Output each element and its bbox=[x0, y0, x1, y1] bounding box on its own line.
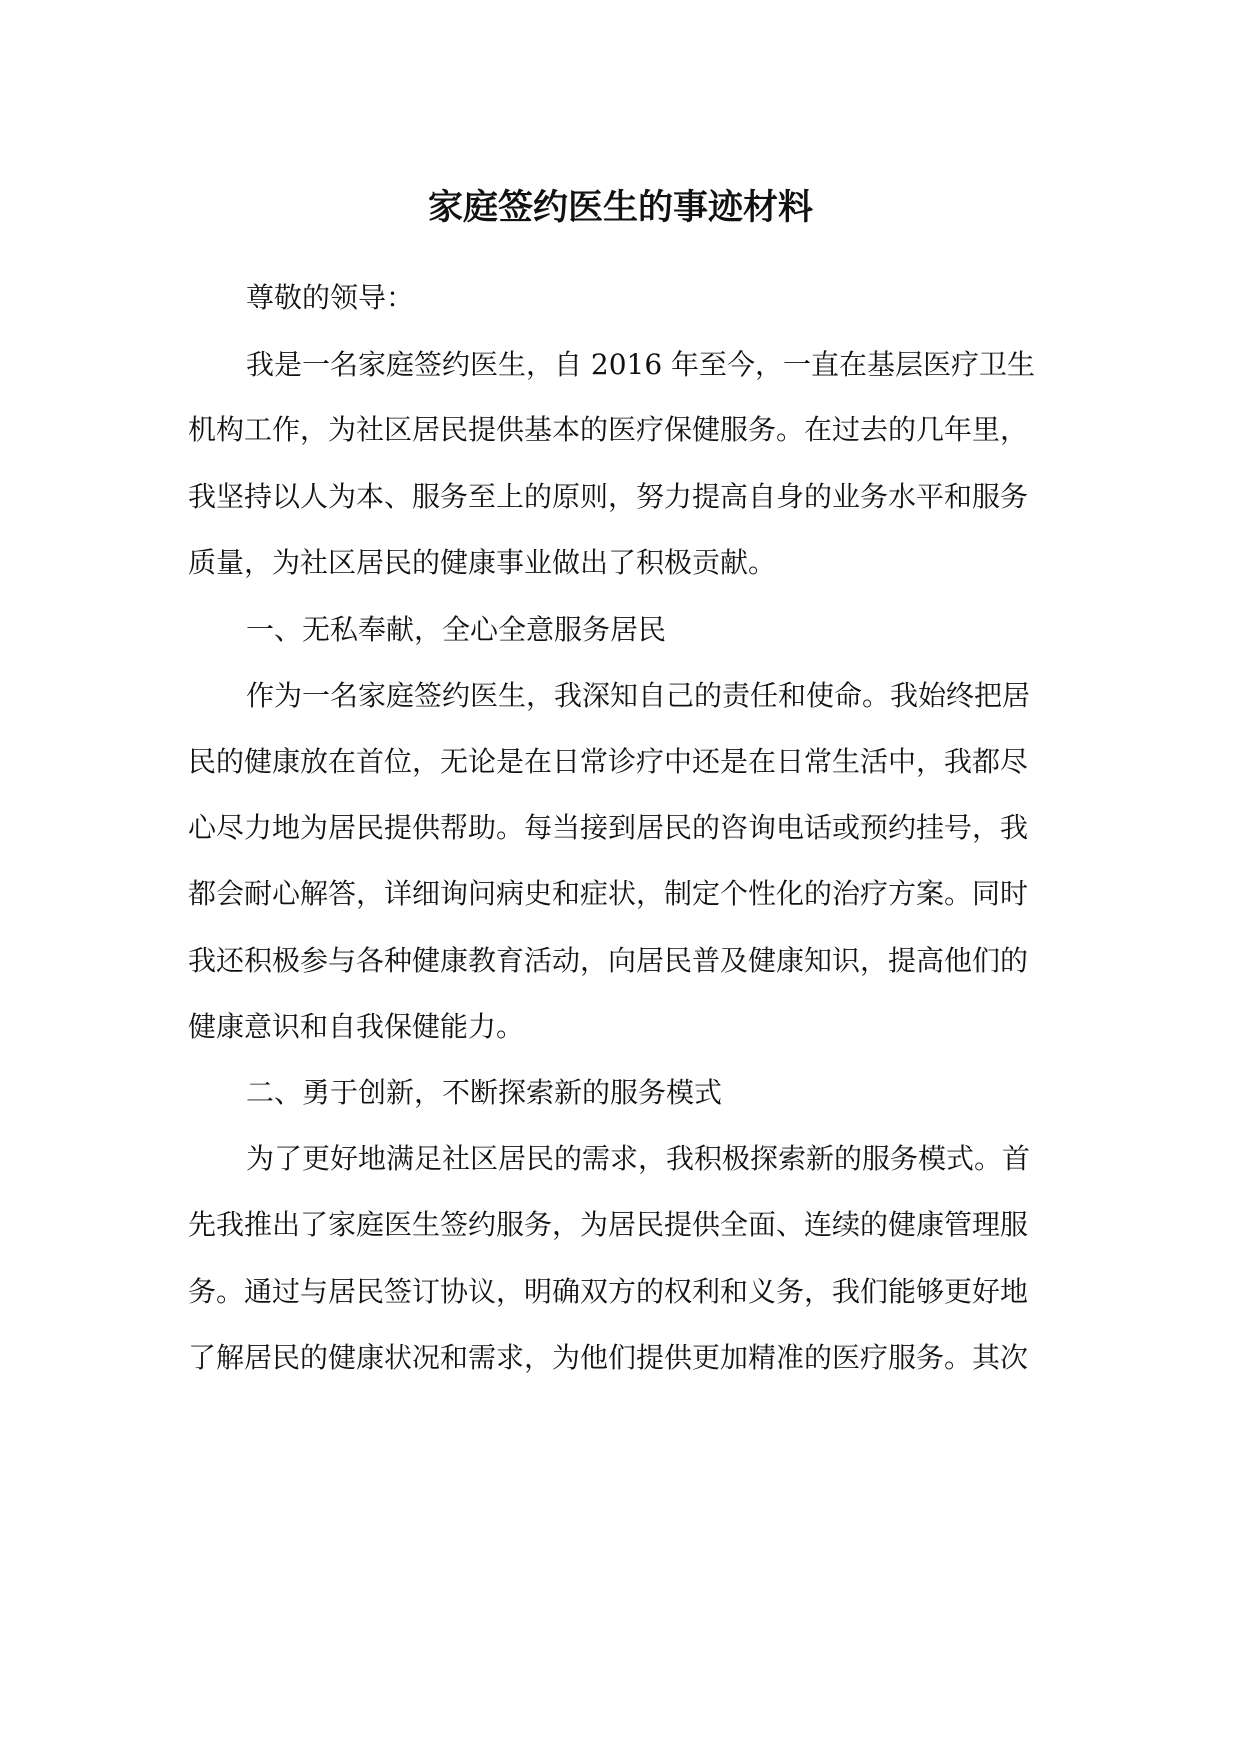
paragraph-line: 先我推出了家庭医生签约服务，为居民提供全面、连续的健康管理服 bbox=[188, 1208, 1029, 1241]
paragraph-line: 为了更好地满足社区居民的需求，我积极探索新的服务模式。首 bbox=[246, 1142, 1031, 1175]
paragraph-line: 我坚持以人为本、服务至上的原则，努力提高自身的业务水平和服务 bbox=[188, 480, 1029, 513]
paragraph-line: 都会耐心解答，详细询问病史和症状，制定个性化的治疗方案。同时 bbox=[188, 877, 1029, 910]
paragraph-line: 质量，为社区居民的健康事业做出了积极贡献。 bbox=[188, 546, 777, 579]
paragraph-line: 了解居民的健康状况和需求，为他们提供更加精准的医疗服务。其次 bbox=[188, 1341, 1029, 1374]
paragraph-line: 务。通过与居民签订协议，明确双方的权利和义务，我们能够更好地 bbox=[188, 1275, 1029, 1308]
paragraph-line: 我是一名家庭签约医生，自 2016 年至今，一直在基层医疗卫生 bbox=[246, 348, 1036, 381]
salutation: 尊敬的领导： bbox=[246, 281, 415, 314]
paragraph-line: 我还积极参与各种健康教育活动，向居民普及健康知识，提高他们的 bbox=[188, 944, 1029, 977]
paragraph-line: 心尽力地为居民提供帮助。每当接到居民的咨询电话或预约挂号，我 bbox=[188, 811, 1029, 844]
paragraph-line: 作为一名家庭签约医生，我深知自己的责任和使命。我始终把居 bbox=[246, 679, 1031, 712]
section-heading: 一、无私奉献，全心全意服务居民 bbox=[246, 613, 667, 646]
paragraph-line: 健康意识和自我保健能力。 bbox=[188, 1010, 525, 1043]
section-heading: 二、勇于创新，不断探索新的服务模式 bbox=[246, 1076, 723, 1109]
paragraph-line: 民的健康放在首位，无论是在日常诊疗中还是在日常生活中，我都尽 bbox=[188, 745, 1029, 778]
page-title: 家庭签约医生的事迹材料 bbox=[427, 187, 813, 228]
paragraph-line: 机构工作，为社区居民提供基本的医疗保健服务。在过去的几年里， bbox=[188, 413, 1029, 446]
